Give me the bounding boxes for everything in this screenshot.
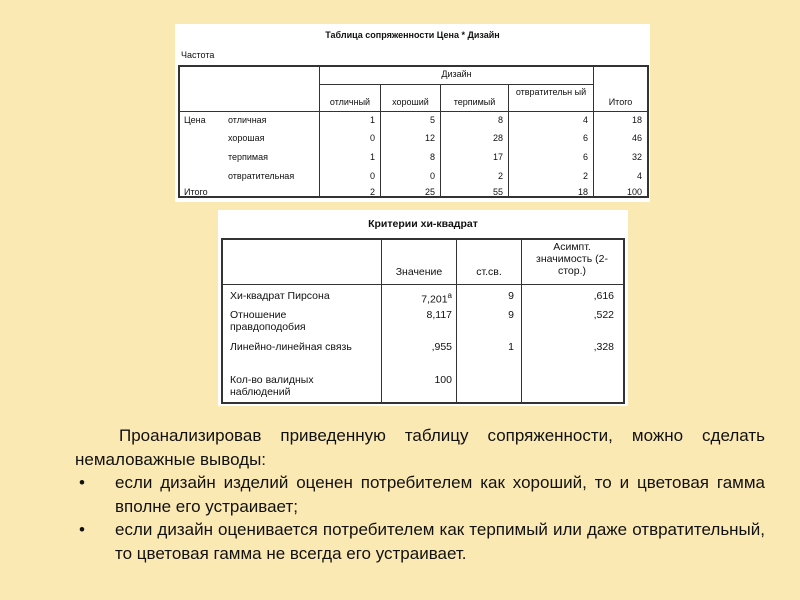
table-cell: 12	[424, 133, 435, 143]
bullet-icon: •	[79, 473, 85, 492]
table-cell: 32	[631, 152, 642, 162]
table-cell: 9	[508, 309, 514, 321]
table-cell: 2	[497, 171, 503, 181]
table-cell: 100	[434, 374, 452, 386]
chi-line	[221, 238, 625, 240]
row-label: Линейно-линейная связь	[230, 341, 352, 353]
table-cell: 9	[508, 290, 514, 302]
table-cell: ,522	[593, 309, 614, 321]
table-cell: ,616	[593, 290, 614, 302]
chi-line	[221, 402, 625, 404]
row-label: отвратительная	[228, 171, 295, 181]
column-header: ст.св.	[476, 266, 502, 278]
bullet-text: если дизайн оценивается потребителем как терпимый или даже отвратительный, то цветовая гамма не всегда его устраивает.	[115, 520, 765, 563]
table-cell: 6	[582, 152, 588, 162]
crosstab-line	[178, 65, 649, 67]
table-cell: 8	[429, 152, 435, 162]
table-cell: 1	[369, 115, 375, 125]
table-cell: 28	[492, 133, 503, 143]
chi-line	[623, 238, 625, 404]
table-cell: 2	[369, 187, 375, 197]
row-label: хорошая	[228, 133, 265, 143]
table-cell: 18	[577, 187, 588, 197]
table-cell: 55	[492, 187, 503, 197]
table-cell: 1	[508, 341, 514, 353]
column-header: хороший	[392, 97, 429, 107]
column-header: Асимпт. значимость (2-стор.)	[536, 241, 608, 277]
total-label: Итого	[184, 187, 208, 197]
table-cell: ,955	[431, 341, 452, 353]
table-cell: 1	[369, 152, 375, 162]
bullet-item	[75, 471, 765, 518]
intro-paragraph: Проанализировав приведенную таблицу сопряженности, можно сделать немаловажные выводы:	[75, 426, 765, 469]
crosstab-line	[178, 65, 180, 198]
chi-line	[456, 238, 457, 404]
chi-line	[221, 238, 223, 404]
row-label: Отношение правдоподобия	[230, 309, 306, 333]
bullet-item	[75, 518, 765, 565]
table-cell: 100	[626, 187, 642, 197]
crosstab-title: Таблица сопряженности Цена * Дизайн	[325, 30, 500, 40]
table-cell: 0	[369, 133, 375, 143]
chi-square-title: Критерии хи-квадрат	[368, 218, 478, 230]
table-cell: 4	[636, 171, 642, 181]
row-label: Кол-во валидных наблюдений	[230, 374, 314, 398]
bullet-icon: •	[79, 520, 85, 539]
chi-line	[521, 238, 522, 404]
table-cell: 0	[369, 171, 375, 181]
column-header: Значение	[395, 266, 443, 278]
table-cell: 46	[631, 133, 642, 143]
table-cell: 17	[492, 152, 503, 162]
table-cell: 6	[582, 133, 588, 143]
column-header: отличный	[329, 97, 371, 107]
column-header: отвратительн ый	[515, 87, 587, 97]
table-cell: 8	[497, 115, 503, 125]
chi-square-table	[218, 210, 628, 406]
row-label: отличная	[228, 115, 267, 125]
table-cell: 25	[424, 187, 435, 197]
crosstab-table	[175, 24, 650, 202]
table-cell: ,328	[593, 341, 614, 353]
table-cell: 18	[631, 115, 642, 125]
table-cell: 5	[429, 115, 435, 125]
table-cell: 8,117	[426, 309, 452, 321]
conclusion-text	[75, 424, 765, 565]
crosstab-line	[178, 111, 649, 112]
row-group-label: Цена	[184, 115, 206, 125]
column-header: терпимый	[453, 97, 496, 107]
crosstab-line	[647, 65, 649, 198]
bullet-text: если дизайн изделий оценен потребителем как хороший, то и цветовая гамма вполне его устраивает;	[115, 473, 765, 516]
table-cell: 2	[582, 171, 588, 181]
crosstab-line	[319, 84, 593, 85]
crosstab-subtitle: Частота	[181, 50, 215, 60]
table-cell: 0	[429, 171, 435, 181]
design-header: Дизайн	[441, 69, 472, 79]
row-label: терпимая	[228, 152, 268, 162]
table-cell: 4	[582, 115, 588, 125]
column-header: Итого	[608, 97, 633, 107]
table-cell: 7,201$^a$	[421, 291, 452, 306]
chi-line	[221, 284, 625, 285]
footnote-mark: a	[447, 291, 452, 300]
chi-square-grid	[221, 238, 625, 404]
row-label: Хи-квадрат Пирсона	[230, 290, 330, 302]
crosstab-grid	[178, 65, 649, 197]
